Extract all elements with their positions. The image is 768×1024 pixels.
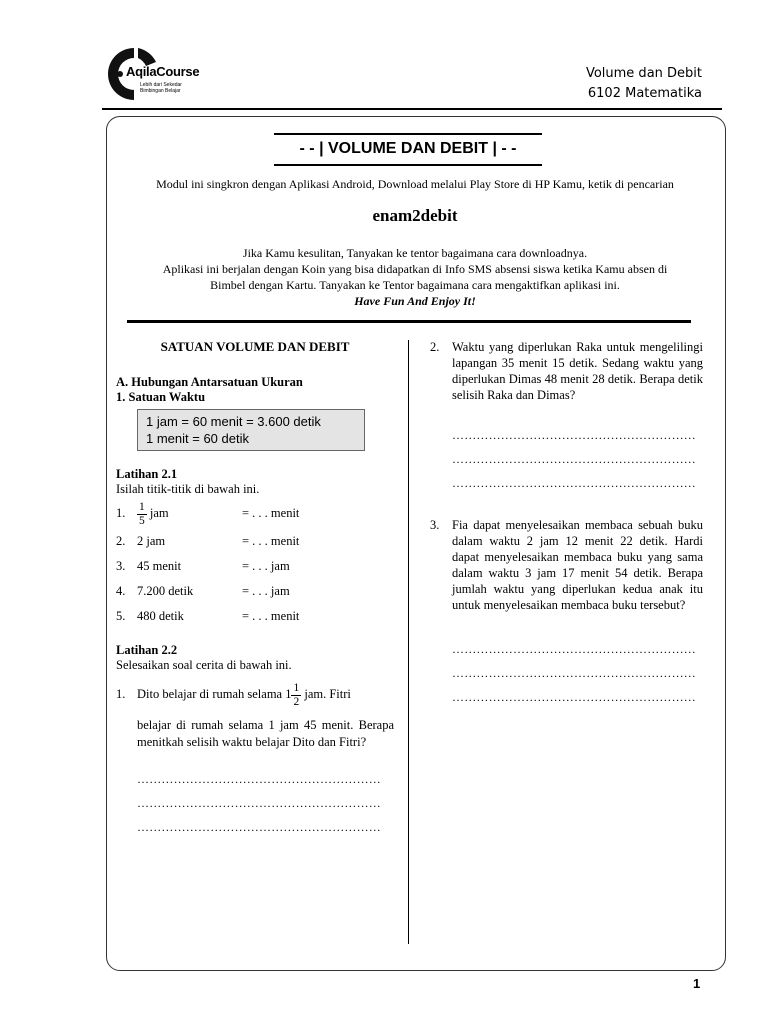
answer-lines <box>137 767 394 839</box>
exercise-number: 1. <box>116 506 126 520</box>
exercise-answer-blank: = . . . jam <box>242 559 290 573</box>
latihan-2-1-title: Latihan 2.1 <box>116 467 178 481</box>
latihan-2-2-title: Latihan 2.2 <box>116 643 178 657</box>
answer-line[interactable]: …………………………………………………… <box>452 476 696 490</box>
question-text: Waktu yang diperlukan Raka untuk mengelilingi lapangan 35 menit 15 detik. Sedang waktu yang diperlukan Dimas 48 menit 28 detik. Berapa detik selisih Raka dan Dimas? <box>452 340 703 402</box>
answer-line[interactable]: …………………………………………………… <box>452 666 696 680</box>
intro-line-1: Modul ini singkron dengan Aplikasi Android, Download melalui Play Store di HP Kamu, ketik di pencarian <box>156 177 674 191</box>
app-name: enam2debit <box>372 206 458 225</box>
exercise-answer-blank: = . . . menit <box>242 534 300 548</box>
answer-line[interactable]: …………………………………………………… <box>137 796 381 810</box>
answer-line[interactable]: …………………………………………………… <box>137 820 381 834</box>
intro-line-3: Aplikasi ini berjalan dengan Koin yang bisa didapatkan di Info SMS absensi siswa ketika Kamu absen di <box>162 262 668 276</box>
exercise-question: 480 detik <box>137 609 184 623</box>
page-number: 1 <box>693 976 701 991</box>
formula-menit: 1 menit = 60 detik <box>146 431 249 446</box>
exercise-row <box>116 497 394 529</box>
section-title: SATUAN VOLUME DAN DEBIT <box>160 339 350 354</box>
answer-lines <box>452 637 703 709</box>
exercise-number: 5. <box>116 609 126 623</box>
exercise-number: 4. <box>116 584 126 598</box>
fraction-numerator: 1 <box>139 500 145 513</box>
exercise-row <box>116 529 394 554</box>
story-question-3 <box>430 517 703 613</box>
intro-paragraph <box>110 245 720 309</box>
question-text-b: jam. Fitri <box>301 687 351 701</box>
exercise-answer-blank: = . . . jam <box>242 584 290 598</box>
exercise-question: 2 jam <box>137 534 166 548</box>
exercise-answer-blank: = . . . menit <box>242 609 300 623</box>
header-course-info <box>586 64 702 104</box>
exercise-unit: jam <box>149 506 169 520</box>
subheading-a: A. Hubungan Antarsatuan Ukuran <box>116 375 303 389</box>
exercise-number: 2. <box>116 534 126 548</box>
story-question-1 <box>116 679 394 839</box>
question-text: Fia dapat menyelesaikan membaca sebuah buku dalam waktu 2 jam 12 menit 22 detik. Hardi dapat menyelesaikan membaca buku yang sama dalam waktu 3 jam 17 menit 54 detik. Berapa jumlah waktu yang diperlukan kedua anak itu untuk menyelesaikan membaca buku tersebut? <box>452 518 703 612</box>
answer-line[interactable]: …………………………………………………… <box>137 772 381 786</box>
left-column <box>116 339 394 839</box>
exercise-row <box>116 579 394 604</box>
header-rule <box>102 108 722 110</box>
exercise-answer-blank: = . . . menit <box>242 506 300 520</box>
fraction <box>291 682 301 709</box>
question-number: 1. <box>116 687 126 701</box>
answer-line[interactable]: …………………………………………………… <box>452 642 696 656</box>
right-column <box>430 339 703 709</box>
exercise-question: 7.200 detik <box>137 584 194 598</box>
latihan-2-1-instruction: Isilah titik-titik di bawah ini. <box>116 482 260 496</box>
answer-line[interactable]: …………………………………………………… <box>452 452 696 466</box>
subheading-satuan-waktu: 1. Satuan Waktu <box>116 390 206 404</box>
answer-lines <box>452 423 703 495</box>
exercise-question: 45 menit <box>137 559 182 573</box>
section-separator <box>127 320 691 323</box>
intro-line-4: Bimbel dengan Kartu. Tanyakan ke Tentor bagaimana cara mengaktifkan aplikasi ini. <box>210 278 620 292</box>
fraction-denominator: 2 <box>293 695 300 708</box>
latihan-2-2-instruction: Selesaikan soal cerita di bawah ini. <box>116 658 292 672</box>
question-number: 2. <box>430 340 440 354</box>
answer-line[interactable]: …………………………………………………… <box>452 690 696 704</box>
question-text-a: Dito belajar di rumah selama 1 <box>137 687 292 701</box>
header-code: 6102 Matematika <box>587 86 702 101</box>
fraction <box>137 501 147 528</box>
formula-jam: 1 jam = 60 menit = 3.600 detik <box>146 414 321 429</box>
logo-tagline <box>140 82 182 94</box>
exercise-row <box>116 604 394 629</box>
fraction-denominator: 5 <box>139 514 145 527</box>
question-number: 3. <box>430 518 440 532</box>
logo-tagline-line-1: Lebih dari Sekedar <box>140 82 182 88</box>
fraction-numerator: 1 <box>293 681 300 694</box>
exercise-row <box>116 554 394 579</box>
formula-box <box>137 409 365 451</box>
header-topic: Volume dan Debit <box>585 66 702 81</box>
logo-tagline-line-2: Bimbingan Belajar <box>140 88 181 94</box>
question-first-line <box>137 679 394 709</box>
logo-brand-name: AqilaCourse <box>126 64 200 79</box>
page-title: - - | VOLUME DAN DEBIT | - - <box>274 133 542 166</box>
exercise-number: 3. <box>116 559 126 573</box>
intro-tagline: Have Fun And Enjoy It! <box>354 294 476 308</box>
exercise-question <box>137 497 169 529</box>
answer-line[interactable]: …………………………………………………… <box>452 428 696 442</box>
question-text-c: belajar di rumah selama 1 jam 45 menit. Berapa menitkah selisih waktu belajar Dito dan Fitri? <box>137 718 394 749</box>
column-divider <box>408 340 409 944</box>
intro-line-2: Jika Kamu kesulitan, Tanyakan ke tentor bagaimana cara downloadnya. <box>242 246 588 260</box>
story-question-2 <box>430 339 703 403</box>
